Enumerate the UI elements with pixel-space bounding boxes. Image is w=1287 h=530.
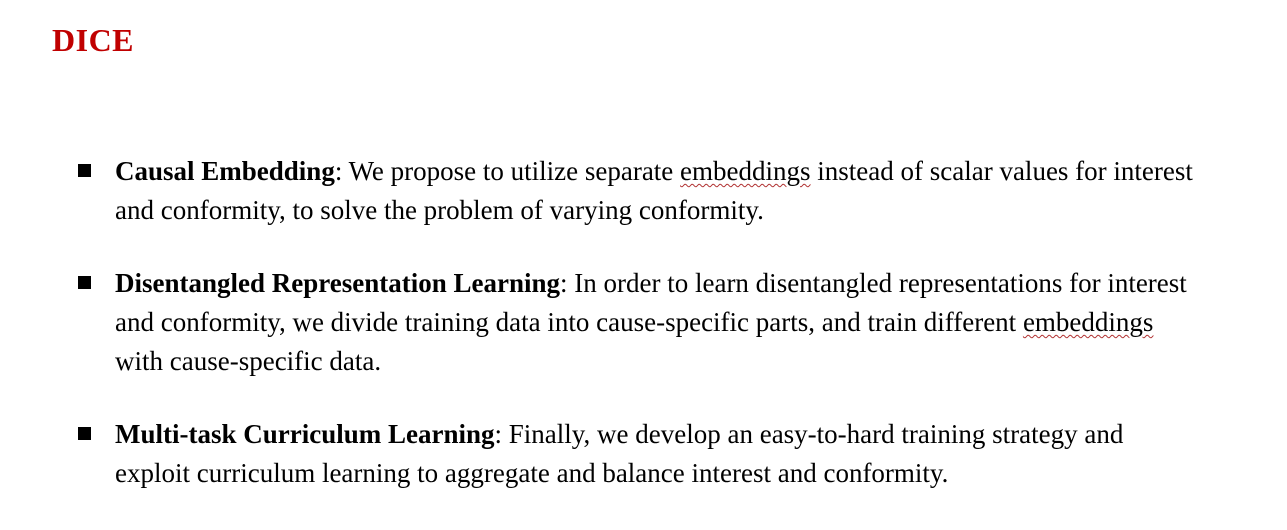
bullet-lead: Multi-task Curriculum Learning <box>115 419 495 449</box>
bullet-text <box>115 415 1198 493</box>
square-bullet-icon <box>78 427 91 440</box>
bullet-body-a: : In order to learn disentangled representations for interest and conformity, we divide training data into cause-specific parts, and train different <box>115 268 1187 337</box>
bullet-text <box>115 152 1198 230</box>
list-item <box>78 264 1198 381</box>
bullet-list <box>78 152 1198 527</box>
bullet-body-b: instead of scalar values for interest and conformity, to solve the problem of varying conformity. <box>115 156 1193 225</box>
list-item <box>78 152 1198 230</box>
bullet-text <box>115 264 1198 381</box>
page-title: DICE <box>52 22 135 58</box>
list-item <box>78 415 1198 493</box>
bullet-lead: Disentangled Representation Learning <box>115 268 561 298</box>
bullet-body-a: : We propose to utilize separate <box>334 156 681 186</box>
square-bullet-icon <box>78 276 91 289</box>
square-bullet-icon <box>78 164 91 177</box>
bullet-body-b: with cause-specific data. <box>115 346 382 376</box>
spellcheck-word: embeddings <box>1022 307 1154 337</box>
bullet-body-a: : Finally, we develop an easy-to-hard training strategy and exploit curriculum learning to aggregate and balance interest and conformity. <box>115 419 1124 488</box>
bullet-lead: Causal Embedding <box>115 156 335 186</box>
spellcheck-word: embeddings <box>680 156 811 186</box>
